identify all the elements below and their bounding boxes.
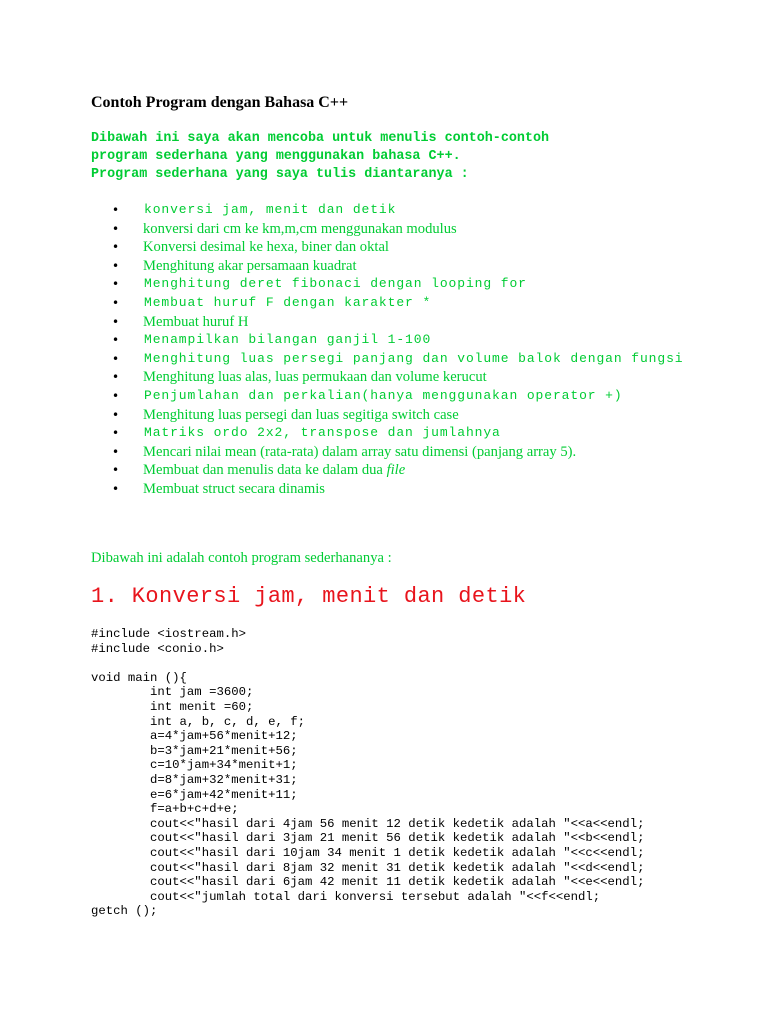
code-line: a=4*jam+56*menit+12; bbox=[91, 729, 298, 744]
bullet-icon: • bbox=[112, 388, 120, 403]
bullet-icon: • bbox=[112, 444, 120, 459]
code-line: void main (){ bbox=[91, 670, 187, 685]
code-line: b=3*jam+21*menit+56; bbox=[91, 743, 298, 758]
code-line: cout<<"hasil dari 8jam 32 menit 31 detik kedetik adalah "<<d<<endl; bbox=[91, 860, 645, 875]
code-line: int a, b, c, d, e, f; bbox=[91, 714, 306, 729]
code-line: d=8*jam+32*menit+31; bbox=[91, 772, 298, 787]
list-item bbox=[91, 275, 751, 294]
code-line: cout<<"hasil dari 10jam 34 menit 1 detik kedetik adalah "<<c<<endl; bbox=[91, 845, 645, 860]
bullet-icon: • bbox=[112, 203, 120, 217]
bullet-icon: • bbox=[112, 463, 120, 478]
section-intro: Dibawah ini adalah contoh program sederhananya : bbox=[91, 550, 392, 566]
list-item bbox=[91, 313, 751, 332]
intro-paragraph bbox=[91, 130, 549, 184]
list-item-text: konversi dari cm ke km,m,cm menggunakan modulus bbox=[143, 220, 457, 237]
list-item-text: Membuat struct secara dinamis bbox=[143, 480, 325, 497]
bullet-icon: • bbox=[112, 481, 120, 496]
code-line: f=a+b+c+d+e; bbox=[91, 802, 239, 817]
list-item-text: Membuat dan menulis data ke dalam dua file bbox=[143, 462, 406, 479]
intro-line: program sederhana yang menggunakan bahasa C++. bbox=[91, 149, 461, 164]
bullet-icon: • bbox=[112, 314, 120, 329]
code-line: #include <conio.h> bbox=[91, 641, 224, 656]
list-item-text: Menghitung deret fibonaci dengan looping for bbox=[144, 276, 527, 292]
bullet-icon: • bbox=[112, 426, 120, 441]
bullet-icon: • bbox=[112, 240, 120, 255]
list-item-text: Menghitung luas persegi dan luas segitiga switch case bbox=[143, 406, 459, 423]
list-item-text: konversi jam, menit dan detik bbox=[144, 202, 397, 217]
list-item-text: Menampilkan bilangan ganjil 1-100 bbox=[144, 332, 432, 348]
list-item-text: Matriks ordo 2x2, transpose dan jumlahnya bbox=[144, 425, 501, 441]
list-item bbox=[91, 480, 751, 499]
bullet-icon: • bbox=[112, 295, 120, 310]
code-block bbox=[91, 627, 644, 919]
program-list bbox=[91, 201, 751, 499]
code-line: getch (); bbox=[91, 904, 158, 919]
code-line: cout<<"jumlah total dari konversi tersebut adalah "<<f<<endl; bbox=[91, 889, 601, 904]
bullet-icon: • bbox=[112, 258, 120, 273]
list-item-text: Penjumlahan dan perkalian(hanya menggunakan operator +) bbox=[144, 387, 623, 403]
intro-line: Program sederhana yang saya tulis diantaranya : bbox=[91, 167, 469, 182]
bullet-icon: • bbox=[112, 370, 120, 385]
list-item-text: Membuat huruf F dengan karakter * bbox=[144, 294, 432, 310]
list-item bbox=[91, 331, 751, 350]
code-line: cout<<"hasil dari 3jam 21 menit 56 detik kedetik adalah "<<b<<endl; bbox=[91, 831, 645, 846]
list-item-text: Menghitung luas persegi panjang dan volume balok dengan fungsi bbox=[144, 350, 684, 366]
list-item-text: Konversi desimal ke hexa, biner dan oktal bbox=[143, 239, 389, 256]
code-line: #include <iostream.h> bbox=[91, 627, 246, 641]
section-heading: 1. Konversi jam, menit dan detik bbox=[91, 584, 527, 609]
list-item bbox=[91, 257, 751, 276]
list-item bbox=[91, 220, 751, 239]
code-line: e=6*jam+42*menit+11; bbox=[91, 787, 298, 802]
list-item bbox=[91, 443, 751, 462]
list-item-text: Membuat huruf H bbox=[143, 313, 249, 330]
code-line: cout<<"hasil dari 4jam 56 menit 12 detik kedetik adalah "<<a<<endl; bbox=[91, 816, 645, 831]
bullet-icon: • bbox=[112, 407, 120, 422]
code-line: int jam =3600; bbox=[91, 685, 254, 700]
bullet-icon: • bbox=[112, 221, 120, 236]
list-item bbox=[91, 201, 751, 220]
list-item-text: Mencari nilai mean (rata-rata) dalam array satu dimensi (panjang array 5). bbox=[143, 443, 577, 460]
list-item bbox=[91, 424, 751, 443]
list-item bbox=[91, 461, 751, 480]
list-item-text: Menghitung luas alas, luas permukaan dan volume kerucut bbox=[143, 369, 487, 386]
bullet-icon: • bbox=[112, 333, 120, 348]
list-item bbox=[91, 387, 751, 406]
intro-line: Dibawah ini saya akan mencoba untuk menulis contoh-contoh bbox=[91, 131, 550, 146]
list-item bbox=[91, 368, 751, 387]
list-item bbox=[91, 238, 751, 257]
list-item bbox=[91, 294, 751, 313]
list-item-text: Menghitung akar persamaan kuadrat bbox=[143, 257, 357, 274]
code-line: c=10*jam+34*menit+1; bbox=[91, 758, 298, 773]
bullet-icon: • bbox=[112, 351, 120, 366]
code-line bbox=[91, 656, 644, 671]
bullet-icon: • bbox=[112, 277, 120, 292]
list-item bbox=[91, 406, 751, 425]
code-line: cout<<"hasil dari 6jam 42 menit 11 detik kedetik adalah "<<e<<endl; bbox=[91, 875, 645, 890]
list-item bbox=[91, 350, 751, 369]
page-title: Contoh Program dengan Bahasa C++ bbox=[91, 94, 349, 111]
code-line: int menit =60; bbox=[91, 699, 254, 714]
